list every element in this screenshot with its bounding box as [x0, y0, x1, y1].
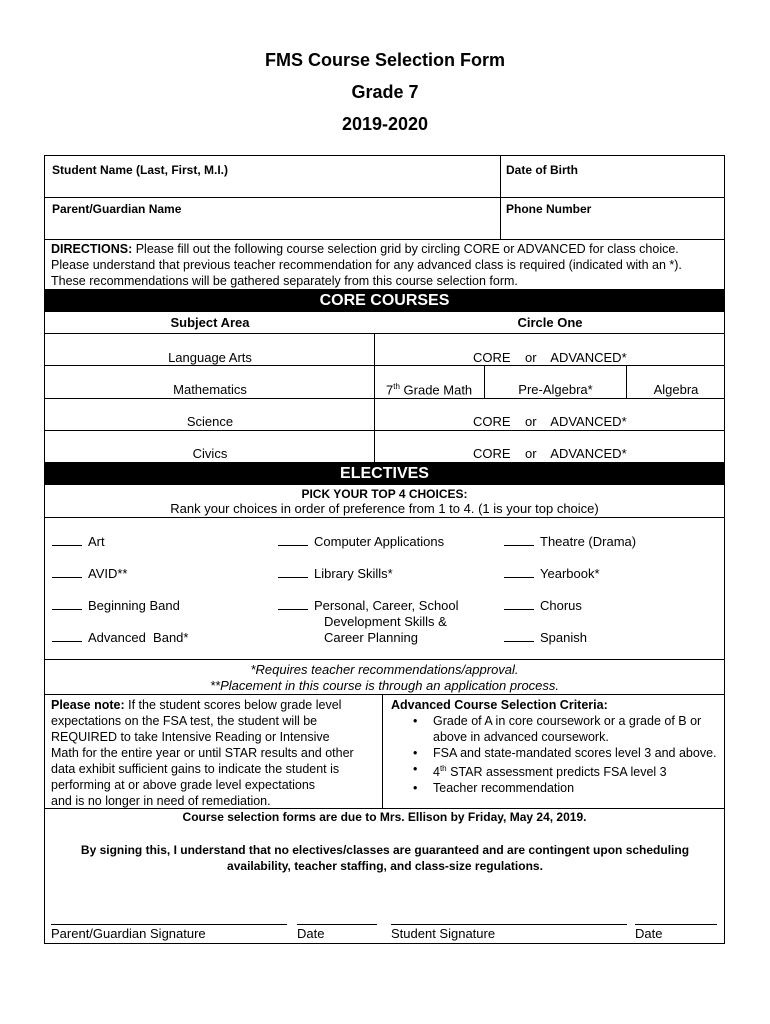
criteria-item — [391, 761, 721, 780]
math-option-rest: Grade Math — [399, 382, 473, 398]
rank-blank[interactable] — [504, 545, 534, 546]
core-courses-heading: CORE COURSES — [45, 289, 724, 312]
please-note-line: performing at or above grade level expectations — [51, 778, 316, 792]
signing-statement: By signing this, I understand that no electives/classes are guaranteed and are contingent upon scheduling availability, teacher staffing, and class-size regulations. — [80, 843, 690, 873]
criteria-title: Advanced Course Selection Criteria: — [391, 698, 608, 712]
year-title: 2019-2020 — [341, 114, 429, 134]
elective-yearbook[interactable] — [504, 566, 600, 581]
electives-heading: ELECTIVES — [45, 462, 724, 485]
elective-label: Personal, Career, School — [314, 598, 459, 613]
criteria-item-text: STAR assessment predicts FSA level 3 — [450, 765, 667, 780]
please-note-line: If the student scores below grade level — [124, 698, 342, 712]
student-signature-label: Student Signature — [391, 926, 496, 941]
criteria-item: • Teacher recommendation — [391, 780, 721, 796]
subject-mathematics: Mathematics — [173, 382, 247, 397]
math-option-pre-algebra[interactable]: Pre-Algebra* — [518, 382, 593, 397]
rank-blank[interactable] — [52, 577, 82, 578]
elective-label: Spanish — [540, 630, 587, 645]
elective-art[interactable] — [52, 534, 105, 549]
subject-area-header: Subject Area — [170, 315, 250, 330]
criteria-item: • FSA and state-mandated scores level 3 and above. — [391, 745, 721, 761]
choice-science[interactable]: CORE or ADVANCED* — [473, 414, 627, 429]
directions-text: Please fill out the following course selection grid by circling CORE or ADVANCED for class choice. Please understand that previous teacher recommendation for any advanced class is required (indicated with an *). These recommendations will be gathered separately from this course selection form. — [51, 242, 682, 288]
divider — [45, 517, 724, 518]
please-note-line: and is no longer in need of remediation. — [51, 794, 271, 808]
elective-label: Library Skills* — [314, 566, 393, 581]
choice-language-arts[interactable]: CORE or ADVANCED* — [473, 350, 627, 365]
elective-beginning-band[interactable] — [52, 598, 180, 613]
rank-blank[interactable] — [52, 545, 82, 546]
due-date-notice: Course selection forms are due to Mrs. Ellison by Friday, May 24, 2019. — [182, 810, 587, 824]
circle-one-header: Circle One — [517, 315, 583, 330]
divider — [45, 398, 724, 399]
math-option-sup: th — [393, 382, 400, 391]
divider — [45, 239, 724, 240]
elective-label: Theatre (Drama) — [540, 534, 637, 549]
directions — [51, 241, 719, 289]
please-note-line: expectations on the FSA test, the student will be — [51, 714, 318, 728]
subject-civics: Civics — [192, 446, 228, 461]
elective-personal-career-line2: Development Skills & — [324, 614, 447, 629]
rank-blank[interactable] — [278, 577, 308, 578]
divider — [45, 659, 724, 660]
divider — [45, 808, 724, 809]
rank-blank[interactable] — [278, 609, 308, 610]
parent-date-line[interactable] — [297, 924, 377, 925]
elective-library-skills[interactable] — [278, 566, 393, 581]
criteria-item-base: 4 — [433, 765, 440, 780]
please-note — [51, 697, 381, 809]
rank-blank[interactable] — [278, 545, 308, 546]
elective-label: Beginning Band — [88, 598, 180, 613]
subject-science: Science — [186, 414, 234, 429]
student-signature-line[interactable] — [391, 924, 627, 925]
subject-language-arts: Language Arts — [168, 350, 252, 365]
elective-personal-career-line3: Career Planning — [324, 630, 418, 645]
please-note-label: Please note: — [51, 698, 125, 712]
advanced-criteria — [391, 697, 721, 796]
divider — [382, 694, 383, 808]
elective-label: Advanced Band* — [88, 630, 189, 645]
elective-label: Yearbook* — [540, 566, 600, 581]
elective-label: Art — [88, 534, 105, 549]
grade-title: Grade 7 — [351, 82, 419, 102]
rank-blank[interactable] — [52, 609, 82, 610]
rank-blank[interactable] — [52, 641, 82, 642]
rank-blank[interactable] — [504, 641, 534, 642]
pick-top-4: PICK YOUR TOP 4 CHOICES: — [301, 487, 468, 501]
elective-note-1: *Requires teacher recommendations/approval. — [250, 662, 519, 677]
elective-chorus[interactable] — [504, 598, 582, 613]
elective-spanish[interactable] — [504, 630, 587, 645]
elective-personal-career[interactable] — [278, 598, 459, 613]
math-option-algebra[interactable]: Algebra — [653, 382, 699, 397]
elective-label: Computer Applications — [314, 534, 445, 549]
student-date-line[interactable] — [635, 924, 717, 925]
student-name-label: Student Name (Last, First, M.I.) — [52, 163, 229, 177]
elective-computer-applications[interactable] — [278, 534, 444, 549]
parent-signature-label: Parent/Guardian Signature — [51, 926, 206, 941]
criteria-item-sup: th — [439, 764, 447, 773]
divider — [45, 333, 724, 334]
phone-label: Phone Number — [506, 202, 592, 216]
math-option-7th-grade[interactable] — [386, 382, 472, 397]
directions-label: DIRECTIONS: — [51, 242, 133, 256]
divider — [45, 365, 724, 366]
rank-blank[interactable] — [504, 577, 534, 578]
form-frame — [44, 155, 725, 944]
elective-advanced-band[interactable] — [52, 630, 188, 645]
elective-label: AVID** — [88, 566, 128, 581]
choice-civics[interactable]: CORE or ADVANCED* — [473, 446, 627, 461]
elective-note-2: **Placement in this course is through an application process. — [209, 678, 560, 693]
dob-label: Date of Birth — [506, 163, 578, 177]
elective-avid[interactable] — [52, 566, 128, 581]
please-note-line: REQUIRED to take Intensive Reading or Intensive — [51, 730, 330, 744]
elective-label: Chorus — [540, 598, 582, 613]
form-title: FMS Course Selection Form — [264, 50, 506, 70]
parent-date-label: Date — [297, 926, 325, 941]
form-titles — [0, 48, 770, 144]
divider — [45, 430, 724, 431]
criteria-item: • Grade of A in core coursework or a grade of B or above in advanced coursework. — [391, 713, 721, 745]
parent-name-label: Parent/Guardian Name — [52, 202, 182, 216]
please-note-line: Math for the entire year or until STAR results and other — [51, 746, 354, 760]
divider — [45, 197, 724, 198]
parent-signature-line[interactable] — [51, 924, 287, 925]
divider — [45, 694, 724, 695]
rank-instructions: Rank your choices in order of preference from 1 to 4. (1 is your top choice) — [170, 501, 599, 516]
student-date-label: Date — [635, 926, 663, 941]
please-note-line: data exhibit sufficient gains to indicate the student is — [51, 762, 340, 776]
math-option-base: 7 — [386, 382, 394, 398]
rank-blank[interactable] — [504, 609, 534, 610]
elective-theatre[interactable] — [504, 534, 636, 549]
